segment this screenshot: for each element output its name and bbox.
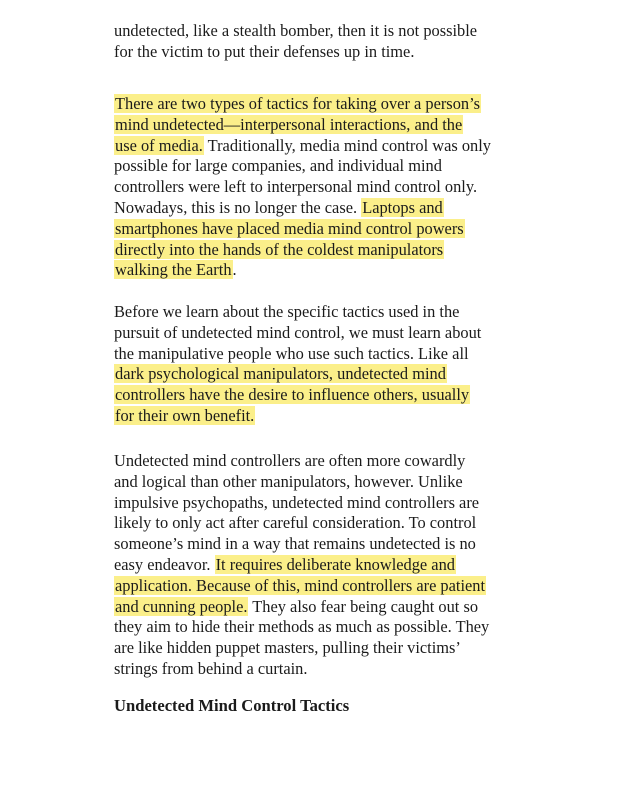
text-segment: are like hidden puppet masters, pulling their victims’ (114, 638, 461, 658)
highlighted-text: mind undetected—interpersonal interactions, and the (115, 114, 463, 134)
text-segment: they aim to hide their methods as much as possible. They (114, 617, 490, 637)
text-line (114, 472, 534, 493)
highlighted-text: application. Because of this, mind controllers are patient (115, 575, 486, 595)
text-segment: and logical than other manipulators, however. Unlike (114, 471, 463, 491)
paragraph-1 (114, 21, 534, 63)
text-line (114, 364, 534, 385)
text-line (114, 240, 534, 261)
highlighted-text: for their own benefit. (115, 405, 255, 425)
text-line (114, 260, 534, 281)
text-line (114, 177, 534, 198)
text-segment: pursuit of undetected mind control, we must learn about (114, 322, 482, 342)
text-line (114, 534, 534, 555)
text-segment: the manipulative people who use such tactics. Like all (114, 343, 469, 363)
text-line (114, 42, 534, 63)
text-line (114, 659, 534, 680)
text-line (114, 385, 534, 406)
text-segment: Traditionally, media mind control was only (203, 135, 491, 155)
section-heading: Undetected Mind Control Tactics (114, 696, 350, 715)
text-segment: possible for large companies, and individual mind (114, 156, 442, 176)
text-line (114, 493, 534, 514)
text-line (114, 597, 534, 618)
text-line (114, 323, 534, 344)
highlighted-text: controllers have the desire to influence others, usually (115, 385, 470, 405)
paragraph-3 (114, 302, 534, 427)
text-line (114, 198, 534, 219)
text-line (114, 156, 534, 177)
text-line (114, 576, 534, 597)
highlighted-text: Laptops and (362, 197, 443, 217)
highlighted-text: dark psychological manipulators, undetected mind (115, 364, 446, 384)
highlighted-text: smartphones have placed media mind control powers (115, 218, 464, 238)
text-line (114, 302, 534, 323)
text-segment: impulsive psychopaths, undetected mind controllers are (114, 492, 480, 512)
highlighted-text: directly into the hands of the coldest manipulators (115, 239, 444, 259)
text-line (114, 406, 534, 427)
text-segment: They also fear being caught out so (248, 596, 479, 616)
text-line (114, 513, 534, 534)
highlighted-text: walking the Earth (115, 260, 232, 280)
highlighted-text: and cunning people. (115, 596, 248, 616)
text-segment: . (232, 260, 237, 280)
text-segment: Before we learn about the specific tactics used in the (114, 302, 460, 321)
highlighted-text: It requires deliberate knowledge and (215, 554, 455, 574)
text-segment: likely to only act after careful consideration. To control (114, 513, 477, 533)
text-line (114, 219, 534, 240)
text-line (114, 136, 534, 157)
text-line (114, 638, 534, 659)
text-segment: strings from behind a curtain. (114, 658, 308, 678)
text-segment: for the victim to put their defenses up in time. (114, 41, 415, 61)
text-segment: Undetected mind controllers are often more cowardly (114, 451, 466, 470)
text-segment: easy endeavor. (114, 554, 215, 574)
text-line (114, 555, 534, 576)
text-line (114, 344, 534, 365)
paragraph-4 (114, 451, 534, 680)
text-segment: Nowadays, this is no longer the case. (114, 197, 362, 217)
text-line (114, 21, 534, 42)
text-line (114, 115, 534, 136)
text-segment: someone’s mind in a way that remains undetected is no (114, 534, 476, 554)
text-segment: undetected, like a stealth bomber, then it is not possible (114, 21, 478, 40)
highlighted-text: There are two types of tactics for taking over a person’s (115, 94, 481, 113)
text-line (114, 451, 534, 472)
highlighted-text: use of media. (115, 135, 203, 155)
text-segment: controllers were left to interpersonal mind control only. (114, 177, 478, 197)
text-line (114, 94, 534, 115)
paragraph-2 (114, 94, 534, 281)
text-line (114, 617, 534, 638)
